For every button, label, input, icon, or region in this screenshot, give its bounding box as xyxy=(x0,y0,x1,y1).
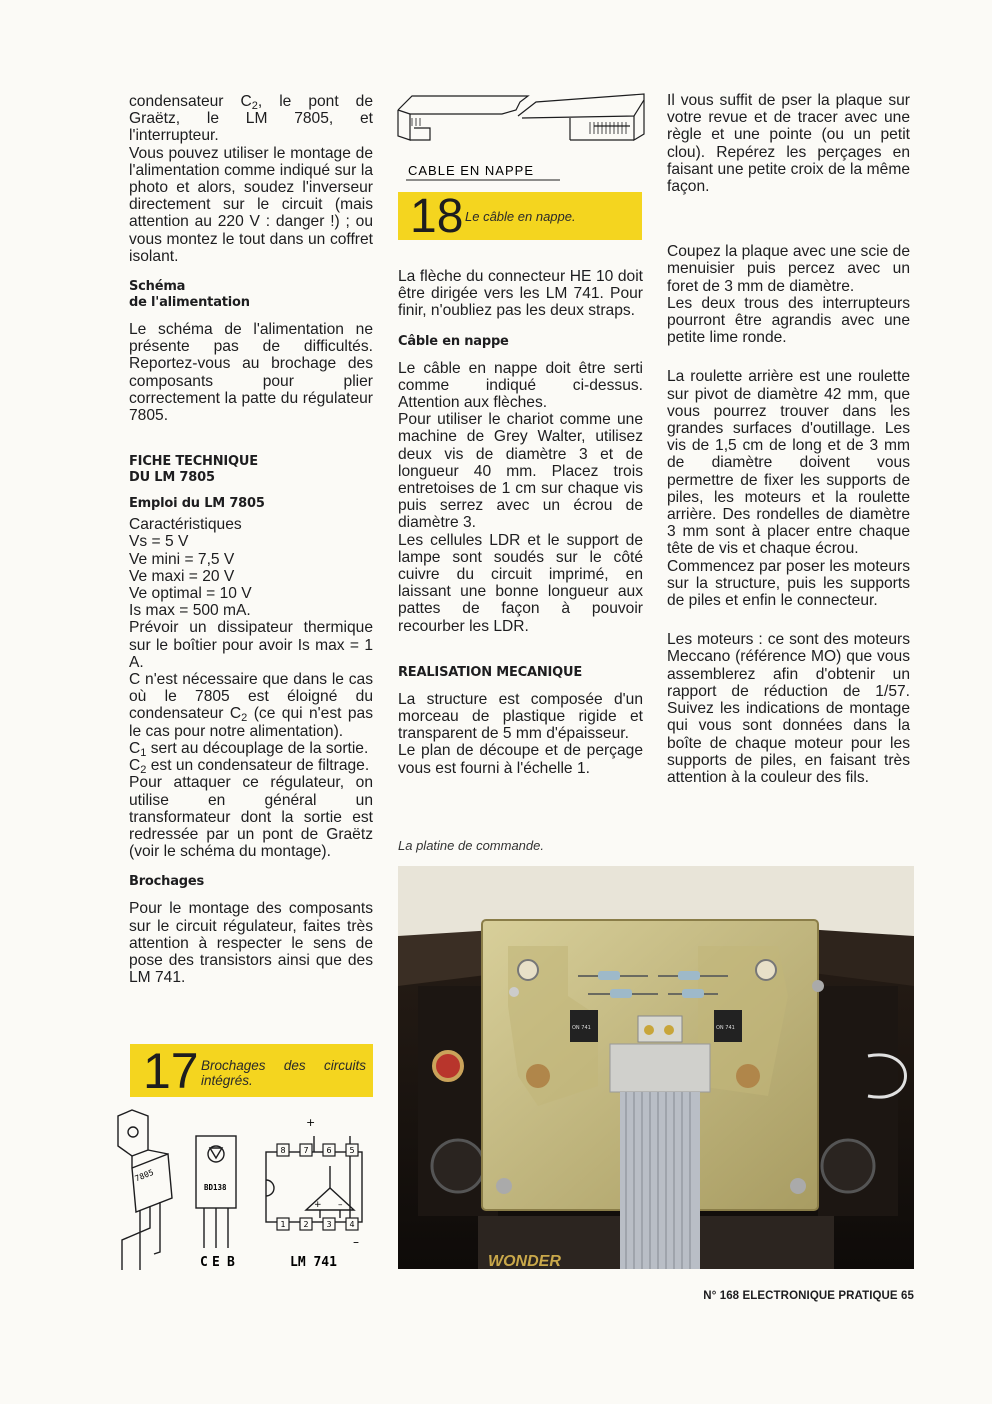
paragraph: Le câble en nappe doit être serti comme indiqué ci-dessus. Attention aux flèches. xyxy=(398,359,643,412)
column-3 xyxy=(667,92,910,786)
paragraph: Vous pouvez utiliser le montage de l'alimentation comme indiqué sur la photo et alors, soudez l'inverseur directement sur le circuit (mais attention au 220 V : danger !) ; ou vous montez le tout dans un coffret isolant. xyxy=(129,144,373,265)
regulator-label: 7805 xyxy=(133,1167,155,1184)
figure-17-label xyxy=(130,1044,373,1097)
paragraph: Coupez la plaque avec une scie de menuisier puis percez avec un foret de 3 mm de diamètre. xyxy=(667,243,910,295)
lm741-label: LM 741 xyxy=(290,1255,337,1270)
heading-fiche-technique: FICHE TECHNIQUE DU LM 7805 xyxy=(129,454,258,486)
pin-label-e: E xyxy=(212,1255,220,1270)
spec-line: Ve mini = 7,5 V xyxy=(129,550,235,568)
spec-line: Ve maxi = 20 V xyxy=(129,567,235,585)
cable-label: CABLE EN NAPPE xyxy=(408,163,534,178)
paragraph: La structure est composée d'un morceau de plastique rigide et transparent de 5 mm d'épaisseur. xyxy=(398,690,643,743)
paragraph: La roulette arrière est une roulette sur pivot de diamètre 42 mm, que vous pourrez trouver dans les grandes surfaces d'outillage. Les vis de 1,5 cm de long et de 3 mm de diamètre doivent vous permettre de fixer les supports de piles, les moteurs et la roulette arrière. Des rondelles de diamètre 3 mm sont à placer entre chaque tête de vis et chaque écrou. xyxy=(667,368,910,558)
figure-caption: Le câble en nappe. xyxy=(465,209,576,224)
pin-label-b: B xyxy=(227,1255,235,1270)
figure-caption: Brochages des circuits intégrés. xyxy=(201,1058,366,1088)
paragraph: C1 sert au découplage de la sortie. xyxy=(129,739,369,759)
lm741-bottom-pins xyxy=(277,1218,358,1230)
paragraph: Le plan de découpe et de perçage vous est fourni à l'échelle 1. xyxy=(398,742,643,777)
supply-minus-label: – xyxy=(353,1235,359,1249)
paragraph: Pour le montage des composants sur le circuit régulateur, faites très attention à respecter le sens de pose des transistors ainsi que des LM 741. xyxy=(129,900,373,987)
paragraph: C n'est nécessaire que dans le cas où le 7805 est éloigné du condensateur C2 (ce qui n'est pas le cas pour notre alimentation). xyxy=(129,671,373,740)
opamp-plus-label: + xyxy=(314,1200,322,1210)
control-board-photo xyxy=(398,866,914,1269)
connector-pins xyxy=(412,118,626,134)
opamp-minus-label: – xyxy=(338,1200,343,1210)
heading-emploi: Emploi du LM 7805 xyxy=(129,496,265,512)
spec-line: Ve optimal = 10 V xyxy=(129,585,252,603)
paragraph: Le schéma de l'alimentation ne présente pas de difficultés. Reportez-vous au brochage des composants pour plier correctement la patte du régulateur 7805. xyxy=(129,321,373,425)
spec-line: Is max = 500 mA. xyxy=(129,602,251,620)
paragraph: Les deux trous des interrupteurs pourront être agrandis avec une petite lime ronde. xyxy=(667,294,910,347)
column-2 xyxy=(398,268,643,777)
cable-diagram xyxy=(390,88,650,183)
paragraph: Pour utiliser le chariot comme une machine de Grey Walter, utilisez deux vis de diamètre 3 et de longueur 40 mm. Placez trois entretoises de 1 cm sur chaque vis puis serrez avec un écrou de diamètre 3. xyxy=(398,411,643,532)
paragraph: condensateur C2, le pont de Graëtz, le LM 7805, et l'interrupteur. xyxy=(129,93,373,145)
paragraph: Commencez par poser les moteurs sur la structure, puis les supports de piles et enfin le connecteur. xyxy=(667,557,910,610)
battery-brand-text: WONDER xyxy=(488,1253,561,1269)
photo-caption: La platine de commande. xyxy=(398,838,544,853)
characteristics-title: Caractéristiques xyxy=(129,516,242,534)
paragraph: Il vous suffit de pser la plaque sur votre revue et de tracer avec une règle et une pointe (ou un petit clou). Repérez les perçages en faisant une petite croix de la même façon. xyxy=(667,92,910,196)
pin-number: 2 xyxy=(303,1220,309,1229)
pinout-diagram xyxy=(110,1108,380,1278)
lm741-top-pins xyxy=(277,1144,358,1156)
pin-number: 4 xyxy=(349,1220,355,1229)
spec-line: Vs = 5 V xyxy=(129,533,189,551)
transistor-label: BD138 xyxy=(204,1183,227,1192)
paragraph: Prévoir un dissipateur thermique sur le boîtier pour avoir Is max = 1 A. xyxy=(129,619,373,671)
heading-brochages: Brochages xyxy=(129,874,205,890)
heading-schema-alimentation: Schéma de l'alimentation xyxy=(129,279,250,311)
page-footer: N° 168 ELECTRONIQUE PRATIQUE 65 xyxy=(703,1290,914,1302)
column-1 xyxy=(129,93,373,986)
pin-number: 5 xyxy=(349,1146,355,1155)
pin-number: 8 xyxy=(280,1146,286,1155)
regulator-7805-drawing xyxy=(118,1110,172,1270)
supply-plus-label: + xyxy=(306,1116,316,1129)
paragraph: Les moteurs : ce sont des moteurs Meccano (référence MO) que vous assemblerez afin d'obtenir un rapport de réduction de 1/57. Suivez les indications de montage qui vous sont données dans la boîte de chaque moteur pour les supports de piles, en faisant très attention à la couleur des fils. xyxy=(667,631,910,786)
chip-text: ON 741 xyxy=(572,1025,591,1031)
pin-number: 6 xyxy=(326,1146,332,1155)
pin-number: 3 xyxy=(326,1220,332,1229)
figure-18-label xyxy=(398,190,642,243)
paragraph: La flèche du connecteur HE 10 doit être dirigée vers les LM 741. Pour finir, n'oubliez pas les deux straps. xyxy=(398,268,643,320)
pin-number: 1 xyxy=(280,1220,286,1229)
pin-number: 7 xyxy=(303,1146,309,1155)
paragraph: C2 est un condensateur de filtrage. xyxy=(129,757,370,777)
figure-number: 17 xyxy=(143,1043,199,1099)
figure-number: 18 xyxy=(410,190,464,243)
transistor-bd138-drawing xyxy=(196,1136,236,1248)
pin-label-c: C xyxy=(200,1255,208,1270)
ribbon-cable-drawing xyxy=(398,94,644,140)
heading-cable-nappe: Câble en nappe xyxy=(398,333,509,349)
paragraph: Pour attaquer ce régulateur, on utilise en général un transformateur dont la sortie est redressée par un pont de Graëtz (voir le schéma du montage). xyxy=(129,774,373,861)
paragraph: Les cellules LDR et le support de lampe sont soudés sur le côté cuivre du circuit imprimé, en laissant une bonne longueur aux pattes de façon à pouvoir recourber les LDR. xyxy=(398,531,643,635)
heading-realisation-mecanique: REALISATION MECANIQUE xyxy=(398,664,583,680)
chip-text: ON 741 xyxy=(716,1025,735,1031)
